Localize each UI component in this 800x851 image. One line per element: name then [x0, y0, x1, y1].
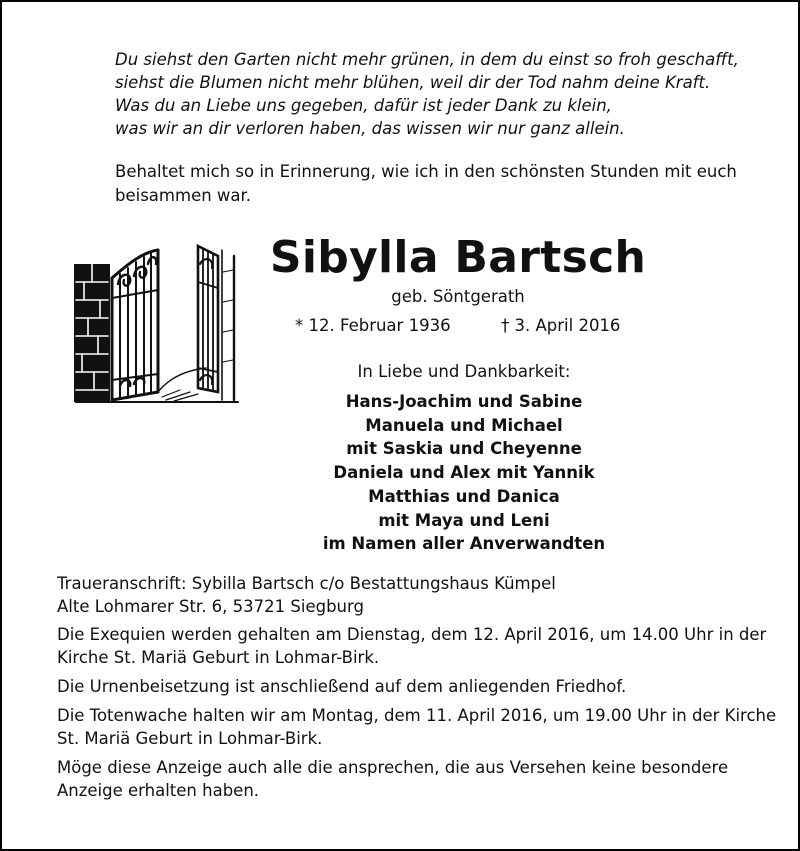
poem-line: Was du an Liebe uns gegeben, dafür ist jeder Dank zu klein, [115, 96, 612, 115]
wake-notice: Die Totenwache halten wir am Montag, dem 11. April 2016, um 19.00 Uhr in der Kirche St. Mariä Geburt in Lohmar-Birk. [57, 706, 777, 748]
death-date: † 3. April 2016 [501, 316, 621, 335]
maiden-name: geb. Söntgerath [391, 287, 525, 306]
deceased-name: Sibylla Bartsch [269, 232, 647, 283]
memorial-poem [115, 48, 775, 140]
urn-burial-notice: Die Urnenbeisetzung ist anschließend auf dem anliegenden Friedhof. [57, 677, 627, 696]
address-line: Traueranschrift: Sybilla Bartsch c/o Bestattungshaus Kümpel [57, 574, 556, 593]
garden-gate-icon [70, 242, 242, 407]
poem-line: Du siehst den Garten nicht mehr grünen, in dem du einst so froh geschafft, [115, 50, 739, 69]
birth-date: * 12. Februar 1936 [295, 316, 451, 335]
mourner-line: mit Maya und Leni [378, 510, 550, 530]
closing-notice: Möge diese Anzeige auch alle die ansprechen, die aus Versehen keine besondere Anzeige erhalten haben. [57, 758, 729, 800]
memorial-motto: Behaltet mich so in Erinnerung, wie ich in den schönsten Stunden mit euch beisammen war. [115, 162, 737, 205]
mourning-address [57, 572, 777, 618]
mourner-line: mit Saskia und Cheyenne [346, 439, 582, 459]
funeral-information [57, 572, 777, 808]
funeral-mass-notice: Die Exequien werden gehalten am Dienstag, dem 12. April 2016, um 14.00 Uhr in der Kirche St. Mariä Geburt in Lohmar-Birk. [57, 625, 767, 667]
mourners-list [262, 390, 666, 556]
mourner-line: Manuela und Michael [365, 415, 563, 435]
address-line: Alte Lohmarer Str. 6, 53721 Siegburg [57, 597, 364, 616]
poem-line: was wir an dir verloren haben, das wissen wir nur ganz allein. [115, 119, 625, 138]
mourner-line: im Namen aller Anverwandten [322, 534, 606, 554]
poem-line: siehst die Blumen nicht mehr blühen, weil dir der Tod nahm deine Kraft. [115, 73, 711, 92]
mourner-line: Hans-Joachim und Sabine [345, 392, 583, 411]
mourner-line: Matthias und Danica [368, 486, 560, 506]
mourner-line: Daniela und Alex mit Yannik [333, 463, 595, 483]
thanks-intro: In Liebe und Dankbarkeit: [357, 362, 571, 381]
